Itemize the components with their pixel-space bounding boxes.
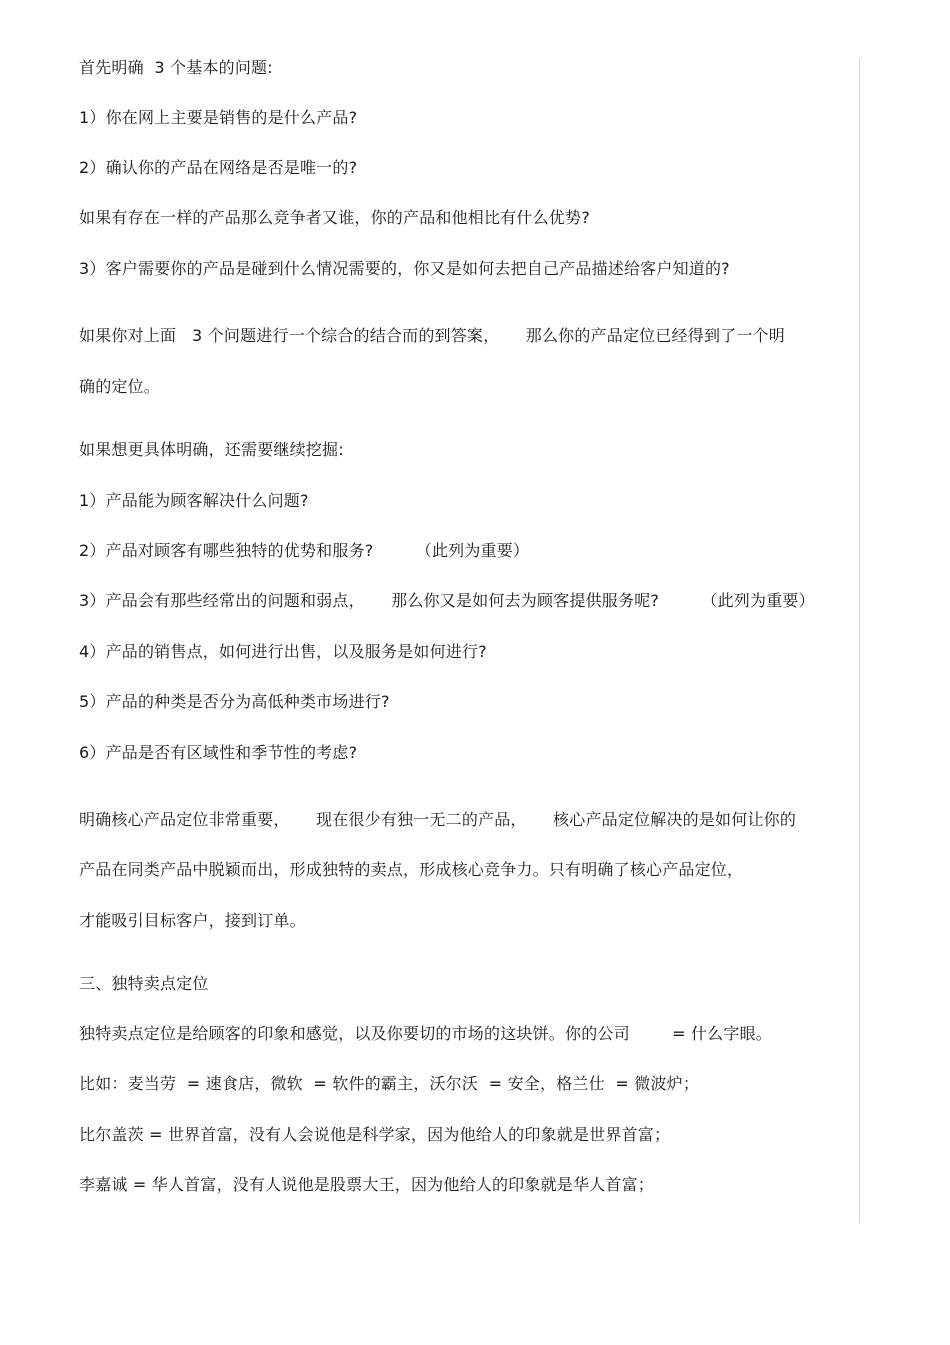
question-2: 2）确认你的产品在网络是否是唯一的?	[79, 158, 358, 177]
deeper-item-5: 5）产品的种类是否分为高低种类市场进行?	[79, 692, 390, 711]
core-positioning-line-3: 才能吸引目标客户，接到订单。	[79, 911, 306, 930]
deeper-item-6: 6）产品是否有区域性和季节性的考虑?	[79, 743, 358, 762]
deeper-item-4: 4）产品的销售点，如何进行出售，以及服务是如何进行?	[79, 642, 487, 661]
question-2-followup: 如果有存在一样的产品那么竞争者又谁，你的产品和他相比有什么优势?	[79, 208, 590, 227]
core-positioning-line-2: 产品在同类产品中脱颖而出，形成独特的卖点，形成核心竞争力。只有明确了核心产品定位，	[79, 860, 744, 879]
deeper-item-3: 3）产品会有那些经常出的问题和弱点， 那么你又是如何去为顾客提供服务呢? （此列为重要）	[79, 591, 815, 610]
usp-definition: 独特卖点定位是给顾客的印象和感觉，以及你要切的市场的这块饼。你的公司 = 什么字眼。	[79, 1024, 772, 1043]
core-positioning-line-1: 明确核心产品定位非常重要， 现在很少有独一无二的产品， 核心产品定位解决的是如何让你的	[79, 810, 797, 829]
section-heading-usp: 三、独特卖点定位	[79, 974, 209, 993]
usp-example-brands: 比如：麦当劳 = 速食店，微软 = 软件的霸主，沃尔沃 = 安全，格兰仕 = 微波炉；	[79, 1074, 700, 1093]
page-edge-divider	[859, 58, 860, 1223]
usp-example-gates: 比尔盖茨 = 世界首富，没有人会说他是科学家，因为他给人的印象就是世界首富；	[79, 1125, 671, 1144]
deeper-item-2: 2）产品对顾客有哪些独特的优势和服务? （此列为重要）	[79, 541, 530, 560]
intro-line: 首先明确 3 个基本的问题:	[79, 58, 273, 77]
dig-deeper-heading: 如果想更具体明确，还需要继续挖掘:	[79, 440, 344, 459]
summary-paragraph-line-1: 如果你对上面 3 个问题进行一个综合的结合而的到答案， 那么你的产品定位已经得到了一个明	[79, 326, 785, 345]
question-3: 3）客户需要你的产品是碰到什么情况需要的，你又是如何去把自己产品描述给客户知道的?	[79, 259, 730, 278]
usp-example-li: 李嘉诚 = 华人首富，没有人说他是股票大王，因为他给人的印象就是华人首富；	[79, 1175, 654, 1194]
summary-paragraph-line-2: 确的定位。	[79, 377, 161, 396]
deeper-item-1: 1）产品能为顾客解决什么问题?	[79, 491, 309, 510]
question-1: 1）你在网上主要是销售的是什么产品?	[79, 108, 358, 127]
